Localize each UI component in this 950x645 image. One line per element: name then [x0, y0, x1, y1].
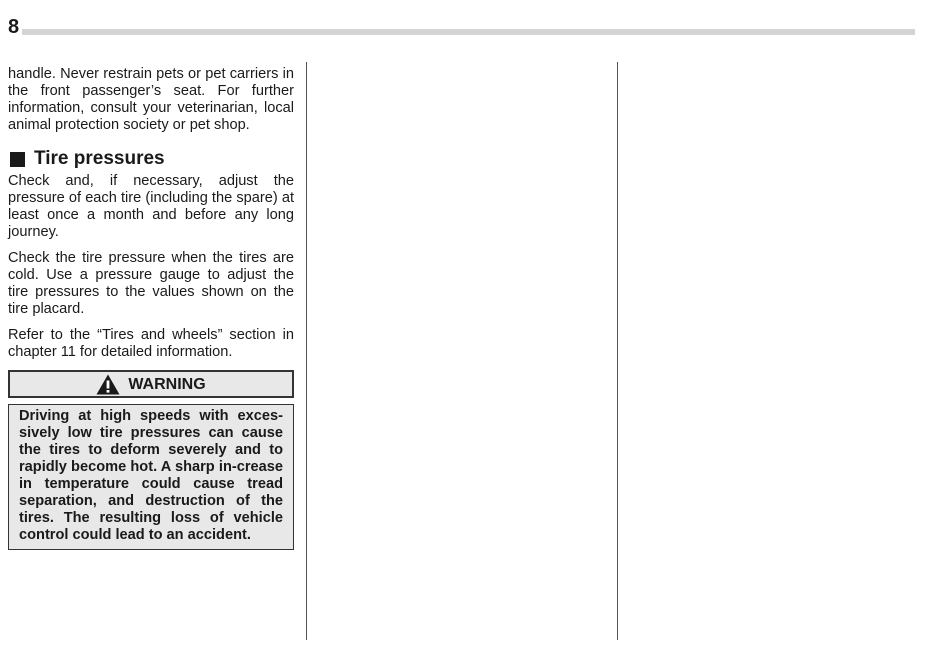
body-paragraph: Check and, if necessary, adjust the pressure of each tire (including the spare) at least once a month and before any long journey.: [8, 173, 294, 240]
column-divider-left: [306, 62, 307, 640]
column-divider-right: [617, 62, 618, 640]
intro-paragraph: handle. Never restrain pets or pet carriers in the front passenger’s seat. For further information, consult your veterinarian, local animal protection society or pet shop.: [8, 66, 294, 133]
section-title: Tire pressures: [34, 148, 165, 169]
left-column: [8, 66, 294, 550]
warning-triangle-icon: [96, 374, 120, 395]
page-number: 8: [8, 16, 20, 38]
section-heading: [8, 148, 294, 170]
warning-label: WARNING: [128, 375, 206, 393]
header-rule: [22, 29, 915, 35]
warning-header: [8, 370, 294, 398]
body-paragraph: Refer to the “Tires and wheels” section in chapter 11 for detailed information.: [8, 327, 294, 360]
warning-text: Driving at high speeds with exces-sively low tire pressures can cause the tires to deform severely and to rapidly become hot. A sharp in-crease in temperature could cause tread separation, and destruction of the tires. The resulting loss of vehicle control could lead to an accident.: [8, 404, 294, 550]
body-paragraph: Check the tire pressure when the tires are cold. Use a pressure gauge to adjust the tire pressures to the values shown on the tire placard.: [8, 250, 294, 317]
section-bullet-icon: [10, 152, 25, 167]
